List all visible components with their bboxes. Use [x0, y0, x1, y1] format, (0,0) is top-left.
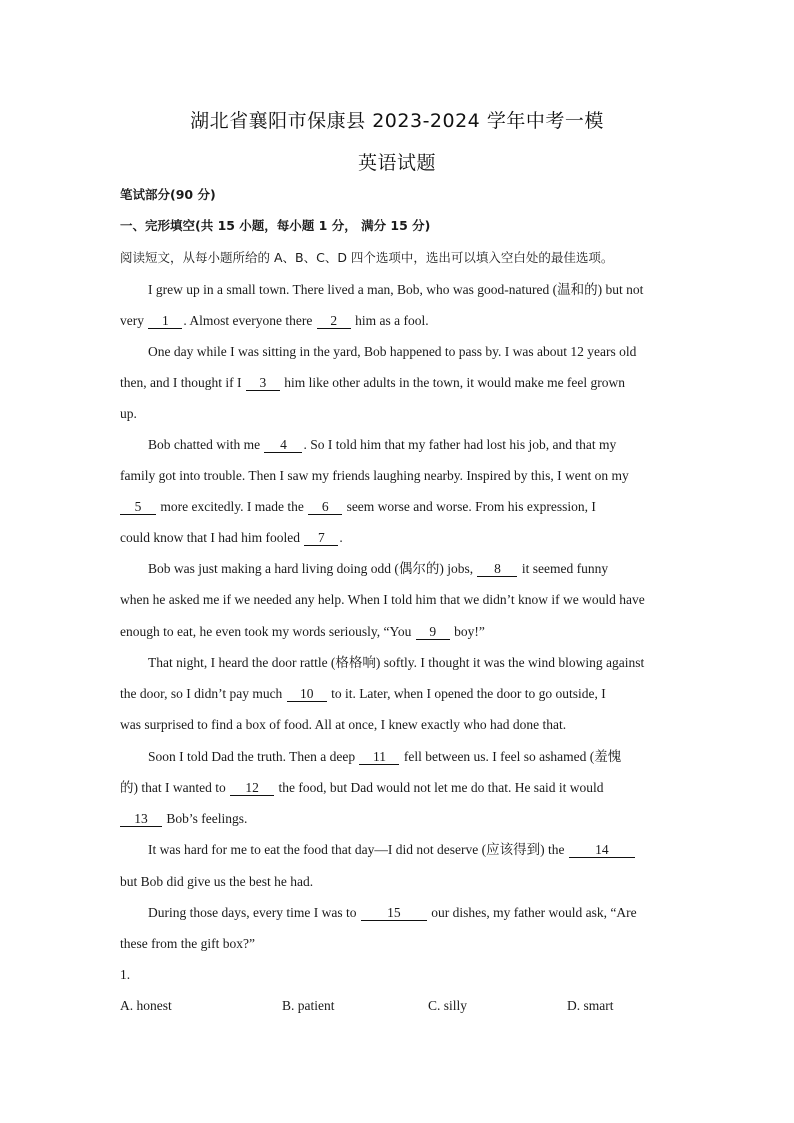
section-heading: 一、完形填空(共 15 小题，每小题 1 分， 满分 15 分) [120, 218, 431, 233]
passage-line: Bob chatted with me 4 . So I told him that my father had lost his job, and that my [148, 437, 617, 452]
question-number: 1. [120, 967, 131, 982]
blank-1: 1 [148, 314, 182, 329]
blank-12: 12 [230, 781, 274, 796]
blank-8: 8 [477, 562, 517, 577]
option-a[interactable]: A. honest [120, 998, 172, 1013]
passage-line: very 1 . Almost everyone there 2 him as a fool. [120, 313, 429, 328]
passage-line: enough to eat, he even took my words seriously, “You 9 boy!” [120, 624, 485, 639]
blank-10: 10 [287, 687, 327, 702]
passage-line: It was hard for me to eat the food that day—I did not deserve (应该得到) the 14 [148, 842, 636, 858]
blank-15: 15 [361, 906, 427, 921]
option-d[interactable]: D. smart [567, 998, 614, 1013]
blank-9: 9 [416, 625, 450, 640]
instruction-text: 阅读短文，从每小题所给的 A、B、C、D 四个选项中，选出可以填入空白处的最佳选项。 [120, 250, 614, 265]
blank-14: 14 [569, 843, 635, 858]
blank-4: 4 [264, 438, 302, 453]
blank-2: 2 [317, 314, 351, 329]
passage-line: but Bob did give us the best he had. [120, 874, 314, 889]
passage-line: Bob was just making a hard living doing odd (偶尔的) jobs, 8 it seemed funny [148, 561, 609, 576]
passage-line: 5 more excitedly. I made the 6 seem worse and worse. From his expression, I [120, 499, 596, 515]
passage-line: 的) that I wanted to 12 the food, but Dad would not let me do that. He said it would [120, 780, 604, 795]
blank-6: 6 [308, 500, 342, 515]
part-heading: 笔试部分(90 分) [120, 187, 216, 202]
blank-5: 5 [120, 500, 156, 515]
passage-line: was surprised to find a box of food. All at once, I knew exactly who had done that. [120, 717, 567, 732]
passage-line: up. [120, 406, 137, 421]
blank-13: 13 [120, 812, 162, 827]
exam-subtitle: 英语试题 [357, 152, 436, 174]
option-c[interactable]: C. silly [428, 998, 468, 1013]
exam-title: 湖北省襄阳市保康县 2023-2024 学年中考一模 [190, 110, 604, 132]
passage-line: family got into trouble. Then I saw my friends laughing nearby. Inspired by this, I went on my [120, 468, 629, 483]
option-b[interactable]: B. patient [282, 998, 335, 1013]
passage-line: One day while I was sitting in the yard, Bob happened to pass by. I was about 12 years old [148, 344, 637, 359]
passage-line: then, and I thought if I 3 him like other adults in the town, it would make me feel grown [120, 375, 626, 390]
passage-line: Soon I told Dad the truth. Then a deep 11 fell between us. I feel so ashamed (羞愧 [148, 749, 622, 764]
passage-line: That night, I heard the door rattle (格格响) softly. I thought it was the wind blowing against [148, 655, 645, 670]
passage-line: the door, so I didn’t pay much 10 to it. Later, when I opened the door to go outside, I [120, 686, 606, 701]
passage-line: During those days, every time I was to 15 our dishes, my father would ask, “Are [148, 905, 637, 920]
passage-line: I grew up in a small town. There lived a man, Bob, who was good-natured (温和的) but not [148, 282, 644, 297]
passage-line: these from the gift box?” [120, 936, 255, 951]
passage-line: when he asked me if we needed any help. When I told him that we didn’t know if we would have [120, 592, 645, 607]
passage-line: 13 Bob’s feelings. [120, 811, 247, 827]
blank-11: 11 [359, 750, 399, 765]
blank-3: 3 [246, 376, 280, 391]
blank-7: 7 [304, 531, 338, 546]
passage-line: could know that I had him fooled 7 . [120, 530, 343, 545]
